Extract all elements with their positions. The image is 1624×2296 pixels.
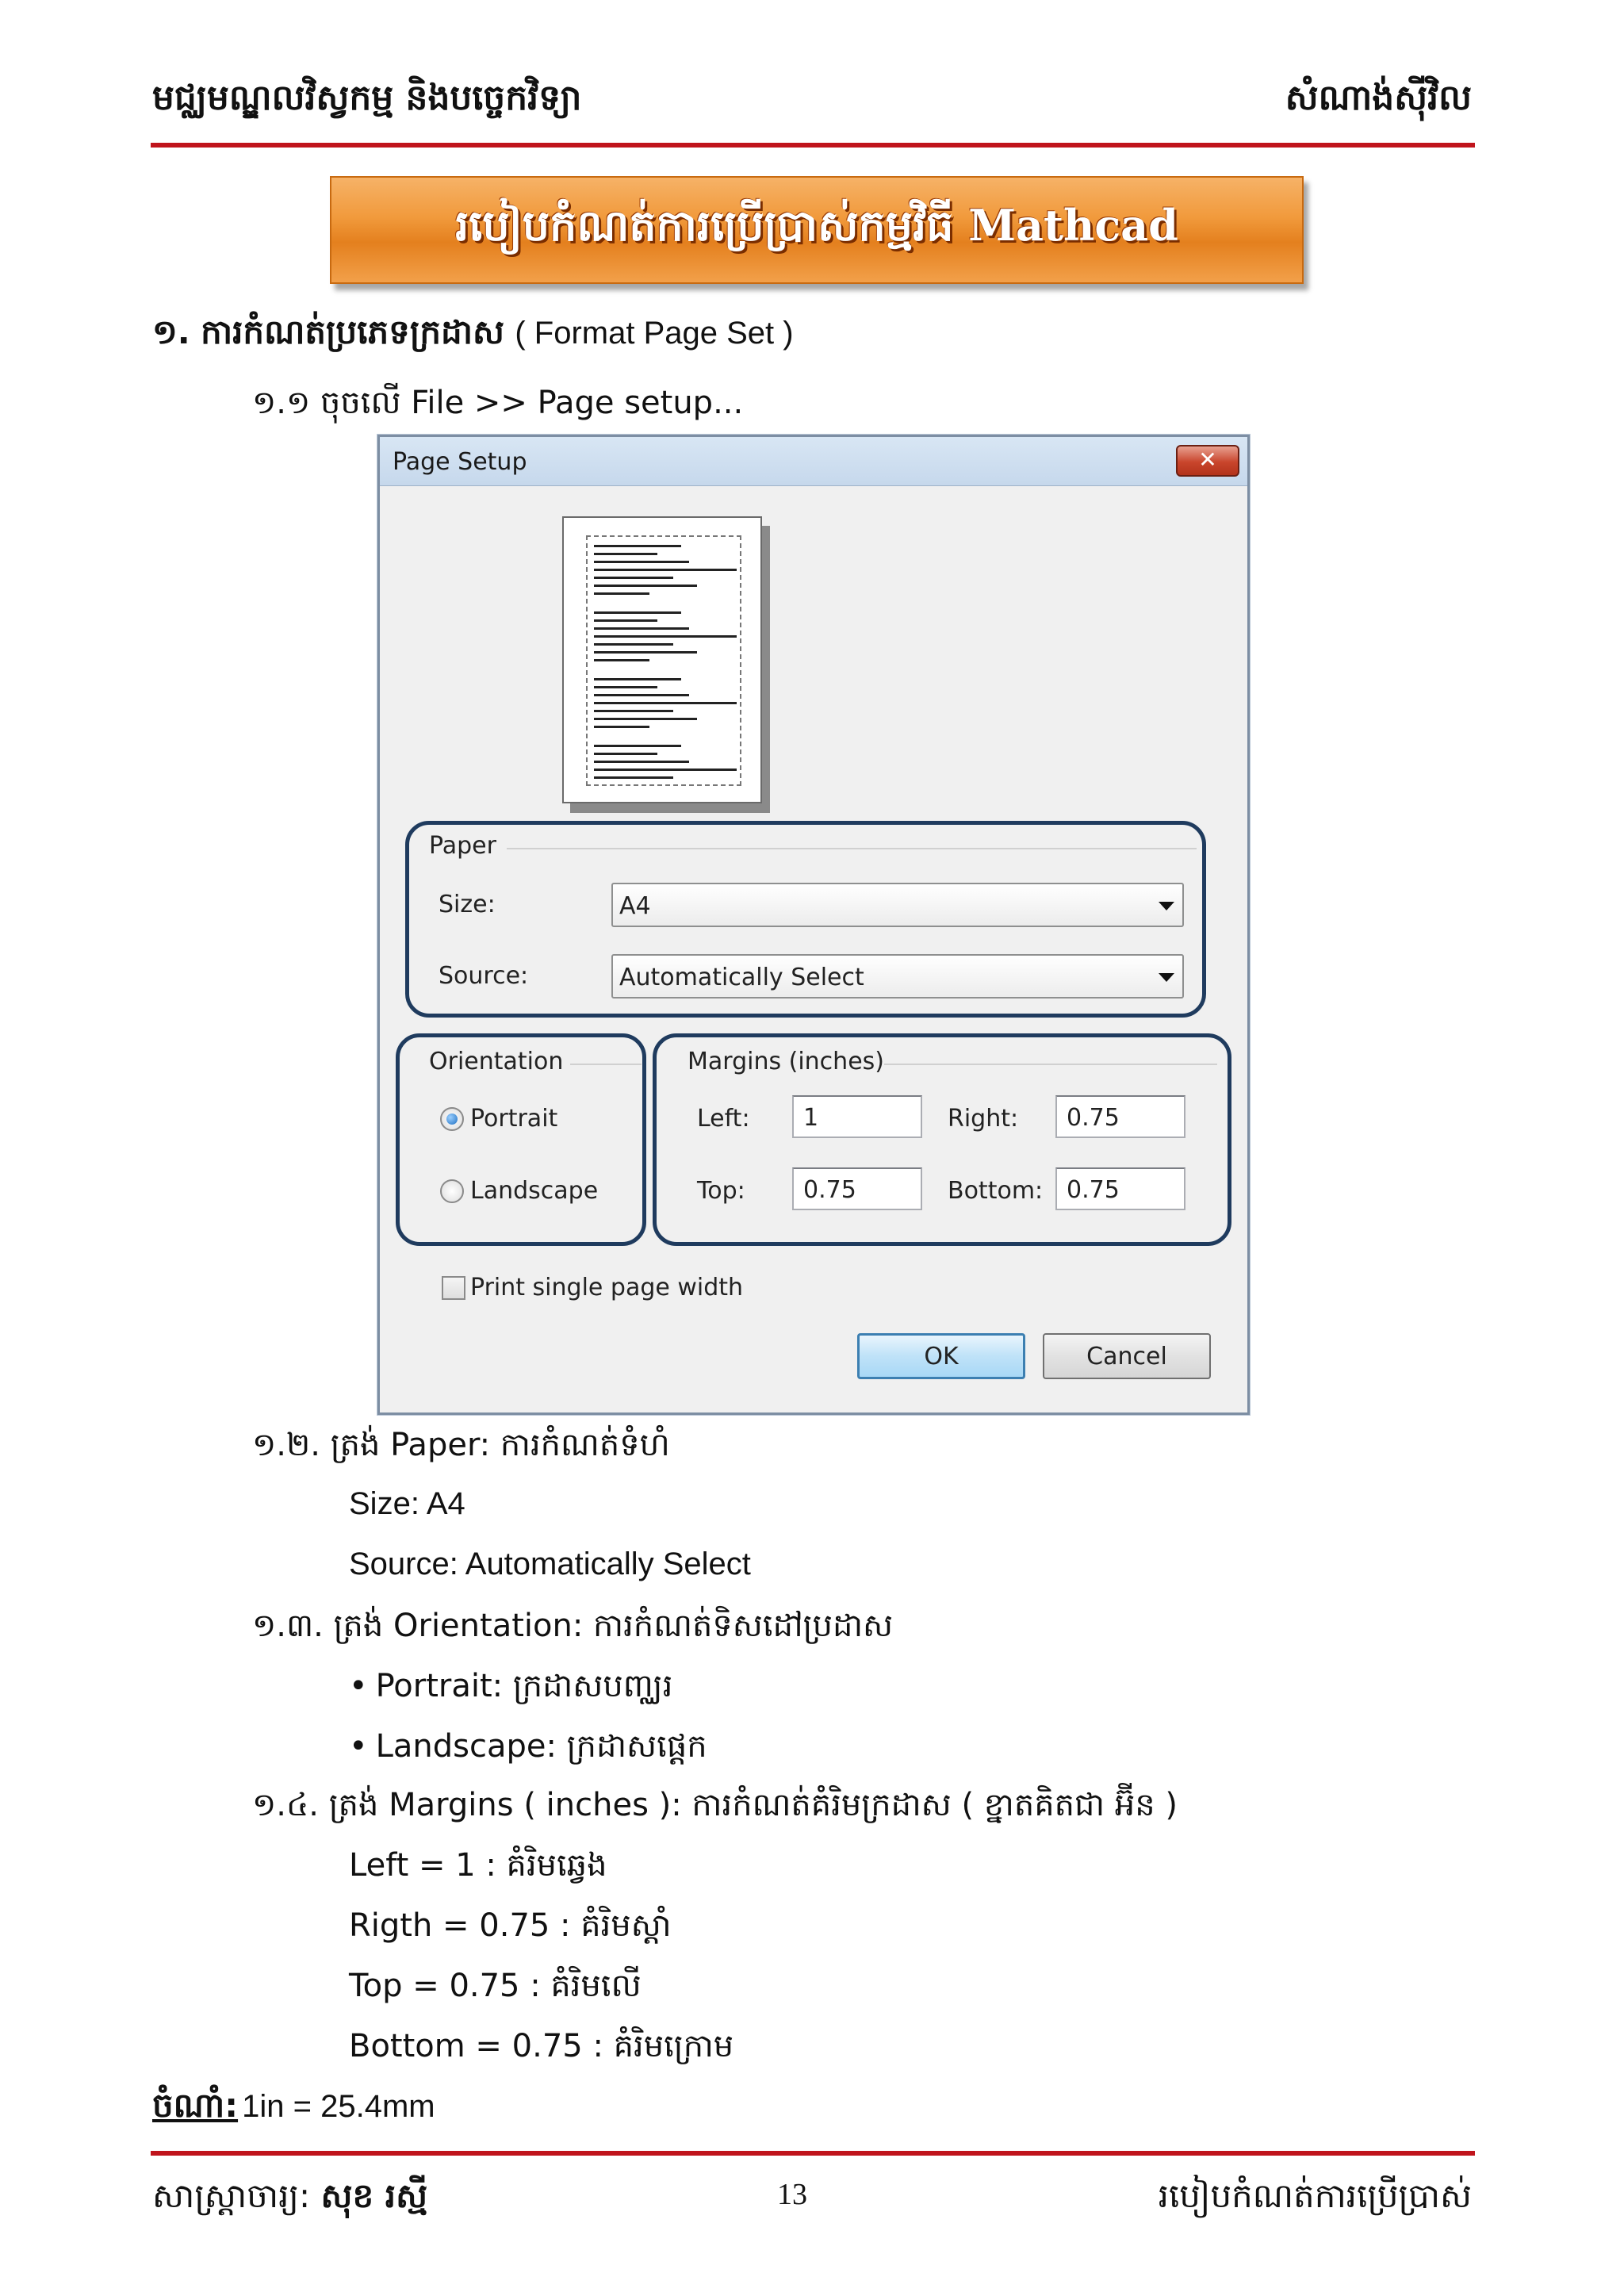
banner-title: របៀបកំណត់ការប្រើប្រាស់កម្មវិធី Mathcad xyxy=(455,199,1178,251)
step-1-3-heading: ១.៣. ត្រង់ Orientation: ការកំណត់ទិសដៅប្រដាស xyxy=(252,1608,894,1644)
source-label: Source: xyxy=(439,962,529,990)
page-setup-dialog xyxy=(377,435,1250,1415)
footer-topic: របៀបកំណត់ការប្រើប្រាស់ xyxy=(1158,2176,1472,2215)
page-number: 13 xyxy=(777,2178,807,2211)
landscape-label[interactable]: Landscape xyxy=(470,1177,599,1205)
ok-button[interactable]: OK xyxy=(857,1333,1025,1379)
margin-left-label: Left: xyxy=(697,1105,750,1133)
step-1-2-source: Source: Automatically Select xyxy=(349,1547,751,1581)
orientation-highlight-frame xyxy=(396,1033,646,1246)
step-1-2-size: Size: A4 xyxy=(349,1486,465,1521)
source-select-value: Automatically Select xyxy=(619,964,864,991)
print-single-label[interactable]: Print single page width xyxy=(470,1274,744,1301)
close-x-icon[interactable]: ✕ xyxy=(1176,445,1239,477)
paper-group-label: Paper xyxy=(429,832,496,860)
section-number: ១. xyxy=(152,312,190,351)
footer-author-prefix: សាស្ត្រាចារ្យ: xyxy=(152,2176,311,2215)
margin-bottom-label: Bottom: xyxy=(948,1177,1044,1205)
orientation-group-label: Orientation xyxy=(429,1048,564,1075)
step-1-2-heading: ១.២. ត្រង់ Paper: ការកំណត់ទំហំ xyxy=(252,1427,670,1463)
dialog-title: Page Setup xyxy=(393,448,527,476)
note-text: 1in = 25.4mm xyxy=(242,2089,435,2124)
margins-highlight-frame xyxy=(653,1033,1231,1246)
margin-left-value: 1 xyxy=(803,1104,819,1132)
margin-right-value: 0.75 xyxy=(1067,1104,1120,1132)
section-title-en: ( Format Page Set ) xyxy=(515,316,794,351)
section-title-kh: ការកំណត់ប្រភេទក្រដាស xyxy=(201,312,504,351)
page-preview-margins xyxy=(586,535,741,786)
step-1-4-bottom: Bottom = 0.75 : គំរិមក្រោម xyxy=(349,2028,734,2064)
footer-author-name: សុខ រស្មី xyxy=(320,2176,428,2215)
step-1-4-top: Top = 0.75 : គំរិមលើ xyxy=(349,1968,642,2004)
step-1-4-left: Left = 1 : គំរិមឆ្វេង xyxy=(349,1847,607,1884)
title-banner xyxy=(330,176,1304,284)
header-topic: សំណាង់ស៊ីវិល xyxy=(1285,78,1472,118)
paper-highlight-frame xyxy=(405,821,1206,1018)
header-rule xyxy=(151,143,1475,148)
section-heading xyxy=(152,311,794,360)
note-label: ចំណាំ: xyxy=(152,2086,239,2125)
margin-bottom-value: 0.75 xyxy=(1067,1176,1120,1204)
margin-top-label: Top: xyxy=(697,1177,745,1205)
cancel-button[interactable]: Cancel xyxy=(1043,1333,1211,1379)
step-1-3-landscape: • Landscape: ក្រដាសផ្តេក xyxy=(349,1726,707,1773)
size-label: Size: xyxy=(439,891,496,918)
dialog-title-bar xyxy=(380,437,1247,486)
note xyxy=(152,2084,435,2133)
print-single-checkbox[interactable] xyxy=(442,1276,465,1300)
margins-group-label: Margins (inches) xyxy=(688,1048,884,1075)
step-1-4-right: Rigth = 0.75 : គំរិមស្តាំ xyxy=(349,1907,672,1944)
step-1-4-heading: ១.៤. ត្រង់ Margins ( inches ): ការកំណត់គំរិមក្រដាស ( ខ្នាតគិតជា អ៊ីន ) xyxy=(252,1787,1178,1823)
step-1-1: ១.១ ចុចលើ File >> Page setup... xyxy=(252,385,744,421)
portrait-label[interactable]: Portrait xyxy=(470,1105,558,1133)
step-1-3-portrait: • Portrait: ក្រដាសបញ្ឈរ xyxy=(349,1665,672,1712)
page-preview xyxy=(562,516,762,803)
margin-right-label: Right: xyxy=(948,1105,1019,1133)
size-select-value: A4 xyxy=(619,892,651,920)
footer-author xyxy=(152,2175,427,2224)
header-institution: មជ្ឈមណ្ឌលវិស្វកម្ម និងបច្ចេកវិទ្យា xyxy=(152,78,582,118)
footer-rule xyxy=(151,2151,1475,2156)
margin-top-value: 0.75 xyxy=(803,1176,856,1204)
